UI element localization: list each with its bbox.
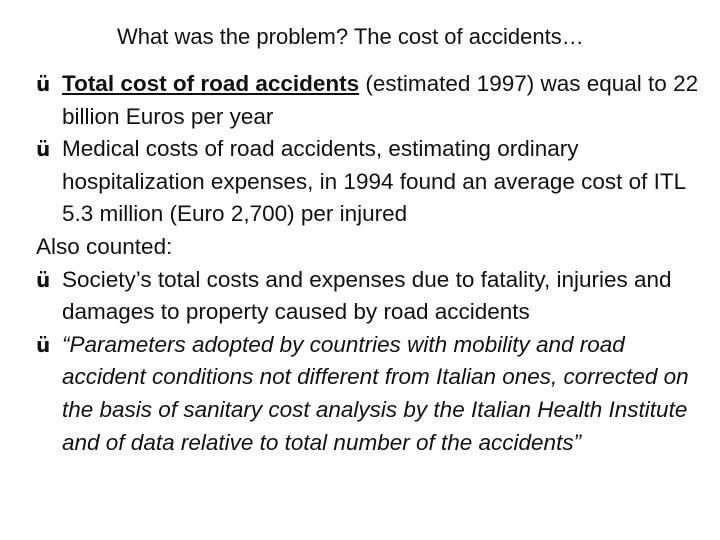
- bullet-text: (estimated 1997) was equal to 22 billion Euros per year: [62, 71, 699, 129]
- check-mark-icon: ü: [36, 137, 51, 162]
- bullet-total-cost: [36, 68, 706, 133]
- slide-content: [36, 68, 706, 459]
- also-counted-label: Also counted:: [36, 233, 173, 259]
- bullet-text: Medical costs of road accidents, estimating ordinary hospitalization expenses, in 1994 found an average cost of ITL 5.3 million (Euro 2,700) per injured: [62, 136, 686, 227]
- check-mark-icon: ü: [36, 72, 51, 96]
- check-mark-icon: ü: [36, 267, 51, 292]
- bullet-text: “Parameters adopted by countries with mobility and road accident conditions not different from Italian ones, corrected on the basis of sanitary cost analysis by the Italian Health Institute and of data relative to total number of the accidents”: [62, 331, 689, 455]
- bullet-medical-costs: [36, 133, 706, 231]
- check-mark-icon: ü: [36, 332, 51, 357]
- bullet-society-costs: [36, 264, 706, 329]
- bullet-highlight: Total cost of road accidents: [62, 71, 360, 96]
- bullet-text: Society’s total costs and expenses due to fatality, injuries and damages to property caused by road accidents: [62, 266, 672, 325]
- slide-title: What was the problem? The cost of accidents…: [117, 24, 584, 49]
- bullet-parameters-quote: [36, 329, 706, 459]
